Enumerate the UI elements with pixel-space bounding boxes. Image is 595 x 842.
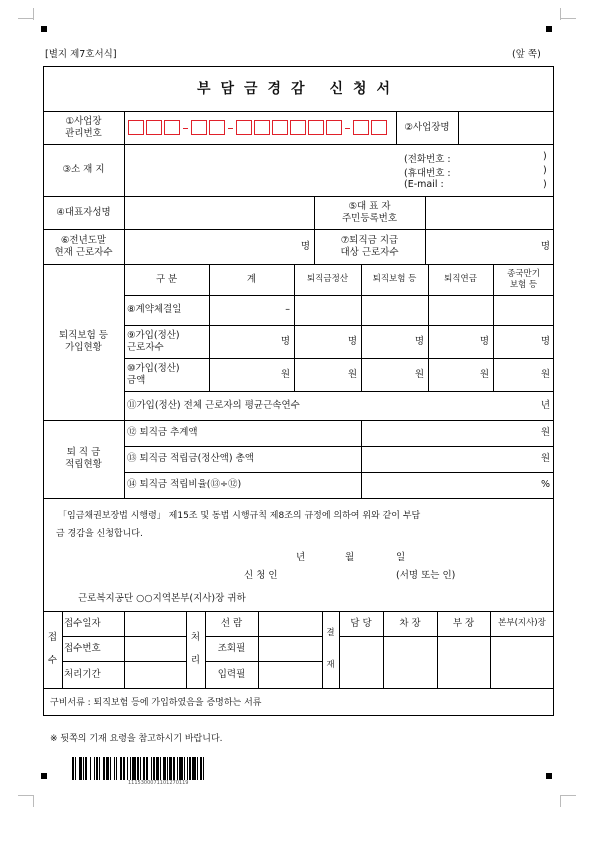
process-input-label: 입력필	[217, 668, 246, 680]
approval-label: 결 재	[326, 628, 335, 671]
retire-workers-label: ⑦퇴직금 지급 대상 근로자수	[340, 234, 399, 258]
biz-name-label: ②사업장명	[404, 121, 450, 133]
form-id: [별지 제7호서식]	[45, 49, 117, 60]
col-header-maturity: 종국만기 보험 등	[507, 268, 540, 290]
required-docs: 구비서류 : 퇴직보험 등에 가입하였음을 증명하는 서류	[50, 698, 262, 708]
reserve-total-label: ⑫ 퇴직금 추계액	[127, 427, 198, 439]
corner-mark-top-left	[41, 26, 47, 32]
count-total-unit[interactable]: 명	[280, 335, 290, 347]
receipt-label: 접 수	[47, 631, 58, 667]
barcode-text: 1115300071101270119	[128, 780, 189, 786]
corner-mark-bottom-left	[41, 773, 47, 779]
statement-line-1: 「임금채권보장법 시행령」 제15조 및 동법 시행규칙 제8조의 규정에 의하여 위와 같이 부담	[58, 511, 421, 521]
mobile-label: (휴대번호 :	[404, 168, 451, 179]
address-field[interactable]	[124, 144, 394, 196]
workers-label: ⑥전년도말 현재 근로자수	[54, 234, 113, 258]
barcode	[72, 757, 270, 780]
amount-pension-unit[interactable]: 원	[479, 368, 489, 380]
count-maturity-unit[interactable]: 명	[540, 335, 550, 347]
close-paren: )	[543, 165, 547, 176]
avg-unit[interactable]: 년	[540, 399, 550, 411]
reserve-total-unit[interactable]: 원	[540, 427, 550, 439]
receipt-period-label: 처리기간	[64, 668, 101, 680]
sign-label[interactable]: (서명 또는 인)	[396, 570, 456, 581]
row-amount-label: ⑩가입(정산) 금액	[127, 362, 180, 386]
crop-line	[18, 795, 34, 796]
crop-line	[560, 795, 576, 796]
row-contract-label: ⑧계약체결일	[127, 304, 182, 316]
contract-total[interactable]: –	[285, 304, 290, 316]
process-label: 처 리	[190, 631, 201, 667]
close-paren: )	[543, 151, 547, 162]
approval-col-staff: 담 당	[350, 617, 372, 629]
reserve-section-label: 퇴 직 금 적립현황	[65, 447, 102, 470]
crop-line	[560, 795, 561, 807]
crop-line	[18, 18, 34, 19]
reserve-ratio-unit[interactable]: %	[540, 479, 550, 491]
col-header-pension: 퇴직연금	[444, 274, 477, 285]
amount-settlement-unit[interactable]: 원	[347, 368, 357, 380]
count-insurance-unit[interactable]: 명	[414, 335, 424, 347]
rep-name-label: ④대표자성명	[56, 206, 111, 218]
rep-name-field[interactable]	[124, 196, 314, 229]
applicant-label: 신 청 인	[244, 570, 278, 581]
count-settlement-unit[interactable]: 명	[347, 335, 357, 347]
process-check-label: 조회필	[217, 642, 246, 654]
email-label: (E-mail :	[404, 179, 444, 190]
recipient-label: 근로복지공단 ○○지역본부(지사)장 귀하	[78, 593, 246, 604]
col-header-settlement: 퇴직금정산	[306, 274, 349, 285]
biz-no-label: ①사업장 관리번호	[65, 115, 102, 139]
receipt-no-label: 접수번호	[64, 642, 101, 654]
row-avg-label: ⑪가입(정산) 전체 근로자의 평균근속연수	[127, 399, 300, 411]
corner-mark-top-right	[546, 26, 552, 32]
reserve-ratio-label: ⑭ 퇴직금 적립비율(⑬÷⑫)	[127, 479, 242, 491]
page-side: (앞 쪽)	[512, 49, 541, 60]
retire-workers-unit[interactable]: 명	[540, 240, 550, 252]
approval-col-director: 본부(지사)장	[498, 618, 546, 629]
reference-note: ※ 뒷쪽의 기재 요령을 참고하시기 바랍니다.	[50, 734, 223, 744]
date-month[interactable]: 월	[345, 552, 355, 563]
insurance-section-label: 퇴직보험 등 가입현황	[59, 330, 108, 353]
amount-insurance-unit[interactable]: 원	[414, 368, 424, 380]
rep-id-field[interactable]	[425, 196, 554, 229]
approval-col-deputy: 차 장	[399, 617, 421, 629]
date-day[interactable]: 일	[396, 552, 406, 563]
rep-id-label: ⑤대 표 자 주민등록번호	[341, 200, 398, 224]
form-title: 부담금경감 신청서	[196, 81, 401, 97]
workers-unit[interactable]: 명	[300, 240, 310, 252]
col-header-insurance: 퇴직보험 등	[372, 274, 417, 285]
reserve-amount-label: ⑬ 퇴직금 적립금(정산액) 총액	[127, 453, 254, 465]
amount-maturity-unit[interactable]: 원	[540, 368, 550, 380]
statement-line-2: 금 경감을 신청합니다.	[56, 529, 143, 539]
col-header-category: 구 분	[155, 273, 178, 285]
crop-line	[560, 18, 576, 19]
close-paren: )	[543, 179, 547, 190]
row-count-label: ⑨가입(정산) 근로자수	[127, 329, 180, 353]
biz-name-field[interactable]	[458, 111, 554, 144]
address-label: ③소 재 지	[62, 164, 105, 176]
reserve-amount-unit[interactable]: 원	[540, 453, 550, 465]
phone-label: (전화번호 :	[404, 154, 451, 165]
crop-line	[560, 8, 561, 20]
amount-total-unit[interactable]: 원	[280, 368, 290, 380]
count-pension-unit[interactable]: 명	[479, 335, 489, 347]
approval-col-manager: 부 장	[452, 617, 475, 629]
receipt-date-label: 접수일자	[64, 617, 101, 629]
process-review-label: 선 람	[220, 617, 243, 629]
corner-mark-bottom-right	[546, 773, 552, 779]
date-year[interactable]: 년	[296, 552, 306, 563]
crop-line	[33, 8, 34, 20]
crop-line	[33, 795, 34, 807]
barcode-bar	[204, 757, 206, 780]
col-header-total: 계	[246, 273, 257, 285]
